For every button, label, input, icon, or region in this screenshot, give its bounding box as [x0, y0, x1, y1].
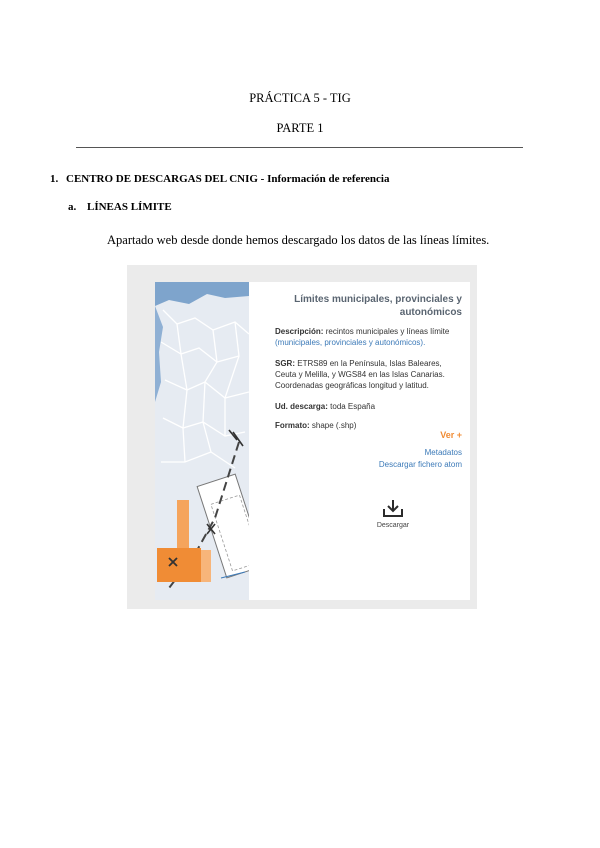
- body-paragraph: Apartado web desde donde hemos descargado los datos de las líneas límites.: [107, 233, 490, 247]
- map-graphic: [155, 282, 249, 600]
- subsection-heading: [68, 201, 172, 213]
- embedded-screenshot: [127, 265, 477, 609]
- download-label: Descargar: [376, 522, 410, 529]
- descripcion-detail: (municipales, provinciales y autonómicos).: [275, 338, 426, 347]
- ver-mas-link[interactable]: Ver +: [440, 430, 462, 440]
- sgr-label: SGR:: [275, 359, 295, 368]
- card-title: Límites municipales, provinciales y autonómicos: [294, 294, 462, 318]
- ud-descarga-label: Ud. descarga:: [275, 402, 328, 411]
- formato-row: [275, 420, 465, 431]
- dataset-card: [249, 282, 470, 600]
- atom-download-link[interactable]: Descargar fichero atom: [378, 460, 462, 469]
- download-icon: [382, 498, 404, 518]
- download-button[interactable]: [373, 498, 413, 529]
- ud-descarga-text: toda España: [330, 402, 376, 411]
- sgr-row: [275, 358, 465, 391]
- formato-label: Formato:: [275, 421, 310, 430]
- document-title: PRÁCTICA 5 - TIG: [249, 91, 351, 105]
- subsection-title: LÍNEAS LÍMITE: [87, 201, 172, 213]
- formato-text: shape (.shp): [311, 421, 357, 430]
- sgr-text: ETRS89 en la Península, Islas Baleares, Ceuta y Melilla, y WGS84 en las Islas Canarias. Coordenadas geográficas longitud y latitud.: [275, 359, 445, 390]
- descripcion-label: Descripción:: [275, 327, 324, 336]
- map-illustration: [155, 282, 249, 600]
- metadatos-link[interactable]: Metadatos: [424, 448, 462, 457]
- document-subtitle: PARTE 1: [276, 121, 324, 135]
- section-heading: [50, 173, 390, 185]
- descripcion-row: [275, 326, 465, 348]
- ud-descarga-row: [275, 401, 465, 412]
- subsection-letter: a.: [68, 201, 77, 213]
- header-divider: [76, 147, 523, 148]
- section-title: CENTRO DE DESCARGAS DEL CNIG - Información de referencia: [66, 173, 390, 185]
- section-number: 1.: [50, 173, 59, 185]
- descripcion-text: recintos municipales y líneas límite: [325, 327, 450, 336]
